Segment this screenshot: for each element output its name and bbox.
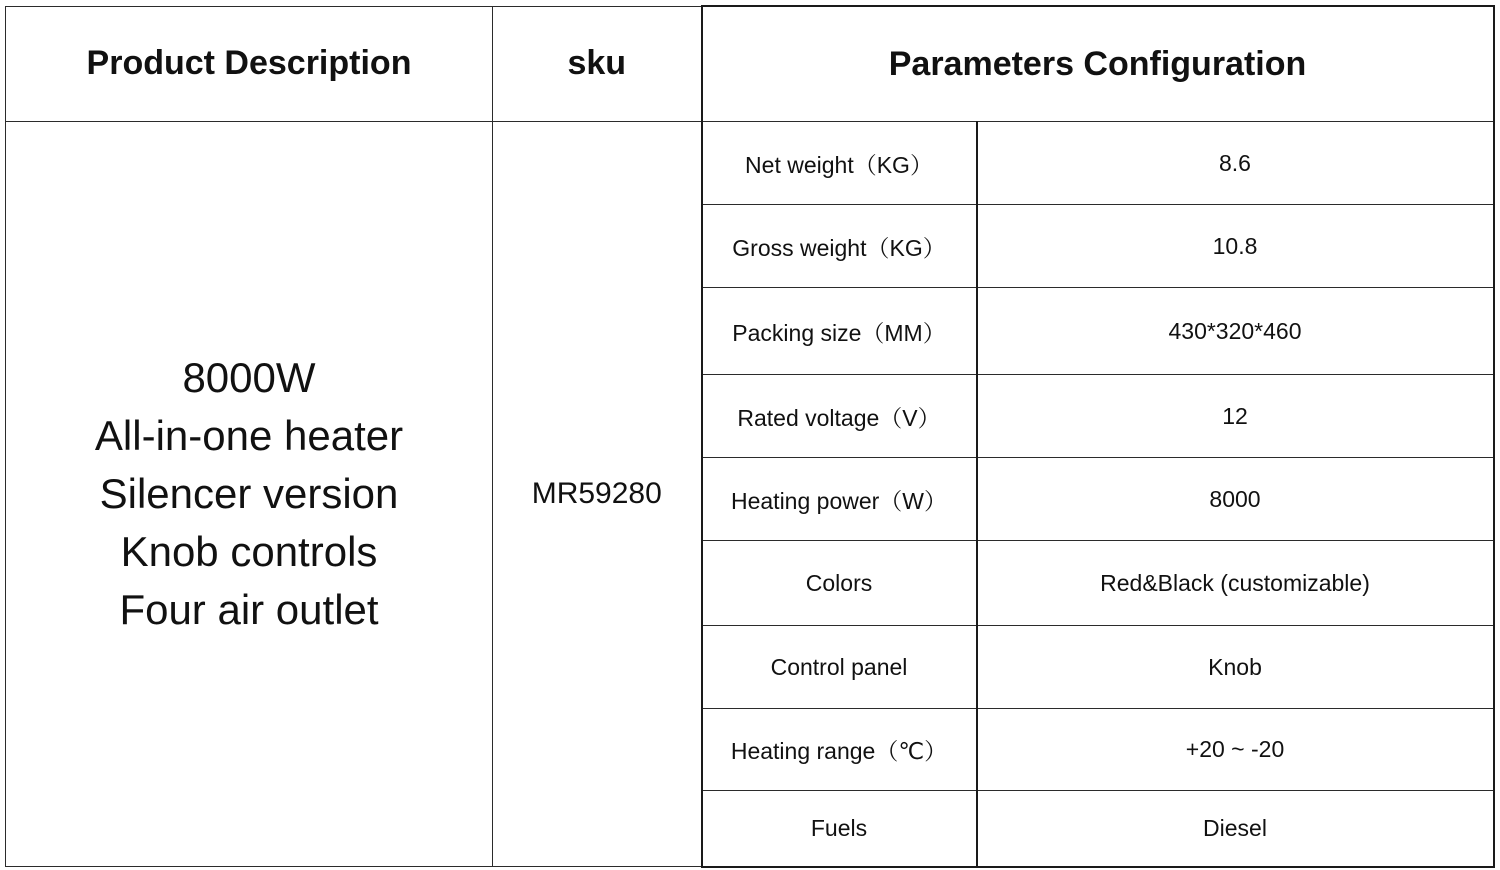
header-sku: sku [493, 6, 702, 122]
param-value: +20 ~ -20 [977, 709, 1494, 791]
header-product-description: Product Description [6, 6, 493, 122]
header-row [6, 6, 1494, 122]
description-line: All-in-one heater [94, 412, 404, 459]
param-value: 10.8 [977, 205, 1494, 288]
product-spec-table [5, 5, 1495, 868]
param-value: 12 [977, 375, 1494, 458]
param-label: Fuels [702, 791, 977, 867]
param-label: Control panel [702, 626, 977, 709]
param-label: Net weight（KG） [702, 122, 977, 205]
param-label: Heating range（℃） [702, 709, 977, 791]
param-label: Gross weight（KG） [702, 205, 977, 288]
sku-value: MR59280 [493, 122, 702, 867]
param-value: Red&Black (customizable) [977, 541, 1494, 626]
param-value: 8.6 [977, 122, 1494, 205]
param-value: Knob [977, 626, 1494, 709]
param-label: Heating power（W） [702, 458, 977, 541]
param-label: Colors [702, 541, 977, 626]
product-description-cell [6, 122, 493, 867]
param-row [6, 122, 1494, 205]
header-parameters-configuration: Parameters Configuration [702, 6, 1494, 122]
param-label: Rated voltage（V） [702, 375, 977, 458]
param-value: 8000 [977, 458, 1494, 541]
param-value: Diesel [977, 791, 1494, 867]
description-line: Silencer version [99, 470, 399, 517]
param-label: Packing size（MM） [702, 288, 977, 375]
param-value: 430*320*460 [977, 288, 1494, 375]
description-line: Four air outlet [119, 586, 379, 633]
description-line: 8000W [182, 354, 316, 401]
description-line: Knob controls [120, 528, 378, 575]
